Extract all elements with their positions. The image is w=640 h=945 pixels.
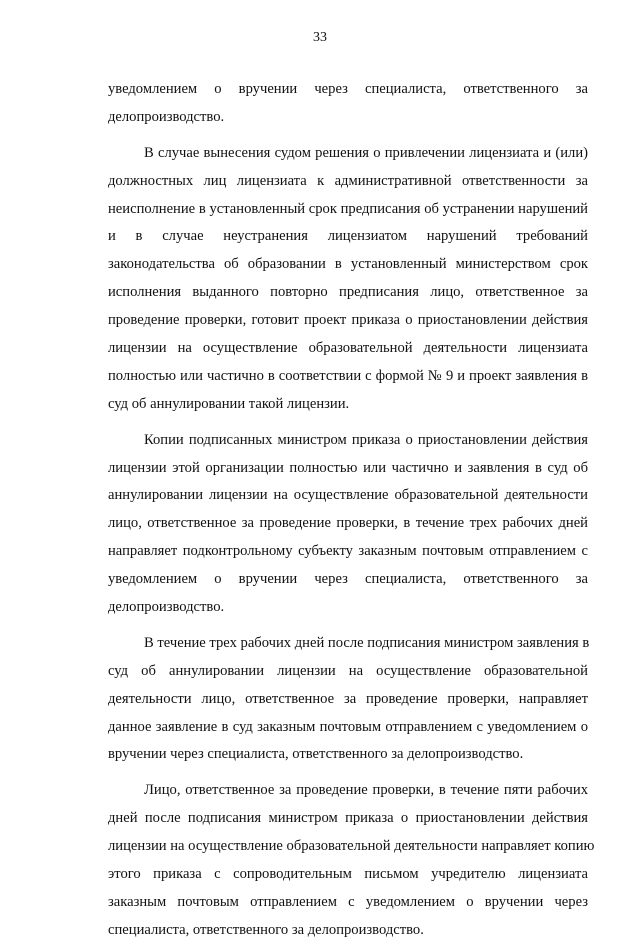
text-line: лицо, ответственное за проведение проверки, в течение трех рабочих дней: [108, 515, 588, 532]
text-line: направляет подконтрольному субъекту заказным почтовым отправлением с: [108, 543, 588, 560]
text-line: заказным почтовым отправлением с уведомлением о вручении через: [108, 893, 588, 910]
paragraph-p0: [108, 76, 588, 132]
text-line: лицензии этой организации полностью или частично и заявления в суд об: [108, 459, 588, 476]
text-line: уведомлением о вручении через специалиста, ответственного за: [108, 81, 588, 97]
text-line: этого приказа с сопроводительным письмом учредителю лицензиата: [108, 866, 588, 883]
text-line: полностью или частично в соответствии с формой № 9 и проект заявления в: [108, 367, 588, 384]
text-line: вручении через специалиста, ответственного за делопроизводство.: [108, 746, 524, 763]
paragraph-gap: [108, 622, 588, 630]
text-line: и в случае неустранения лицензиатом нарушений требований: [108, 228, 588, 245]
paragraph-p4: [108, 777, 595, 944]
text-line: суд об аннулировании лицензии на осуществление образовательной: [108, 662, 588, 679]
paragraph-gap: [108, 419, 588, 427]
text-line: деятельности лицо, ответственное за проведение проверки, направляет: [108, 690, 588, 707]
paragraph-p1: [108, 140, 588, 419]
paragraph-gap: [108, 132, 588, 140]
text-line: лицензии на осуществление образовательной деятельности направляет копию: [108, 838, 595, 855]
text-line: лицензии на осуществление образовательной деятельности лицензиата: [108, 340, 588, 357]
document-body: [108, 76, 595, 945]
text-line: В течение трех рабочих дней после подписания министром заявления в: [144, 634, 590, 651]
text-line: уведомлением о вручении через специалиста, ответственного за: [108, 571, 588, 588]
text-line: неисполнение в установленный срок предписания об устранении нарушений: [108, 200, 588, 217]
text-line: исполнения выданного повторно предписания лицо, ответственное за: [108, 284, 588, 301]
text-line: делопроизводство.: [108, 108, 225, 125]
paragraph-p3: [108, 630, 588, 769]
paragraph-gap: [108, 769, 588, 777]
text-line: аннулировании лицензии на осуществление образовательной деятельности: [108, 487, 588, 504]
text-line: законодательства об образовании в установленный министерством срок: [108, 256, 588, 273]
text-line: Лицо, ответственное за проведение проверки, в течение пяти рабочих: [144, 782, 588, 799]
page-number: 33: [313, 30, 327, 45]
text-line: специалиста, ответственного за делопроизводство.: [108, 921, 424, 938]
text-line: Копии подписанных министром приказа о приостановлении действия: [144, 431, 588, 448]
text-line: должностных лиц лицензиата к административной ответственности за: [108, 172, 588, 189]
text-line: дней после подписания министром приказа о приостановлении действия: [108, 810, 588, 827]
paragraph-p2: [108, 427, 588, 622]
text-line: В случае вынесения судом решения о привлечении лицензиата и (или): [144, 144, 588, 161]
text-line: проведение проверки, готовит проект приказа о приостановлении действия: [108, 312, 588, 329]
text-line: данное заявление в суд заказным почтовым отправлением с уведомлением о: [108, 718, 588, 735]
text-line: делопроизводство.: [108, 599, 225, 616]
text-line: суд об аннулировании такой лицензии.: [108, 395, 350, 412]
